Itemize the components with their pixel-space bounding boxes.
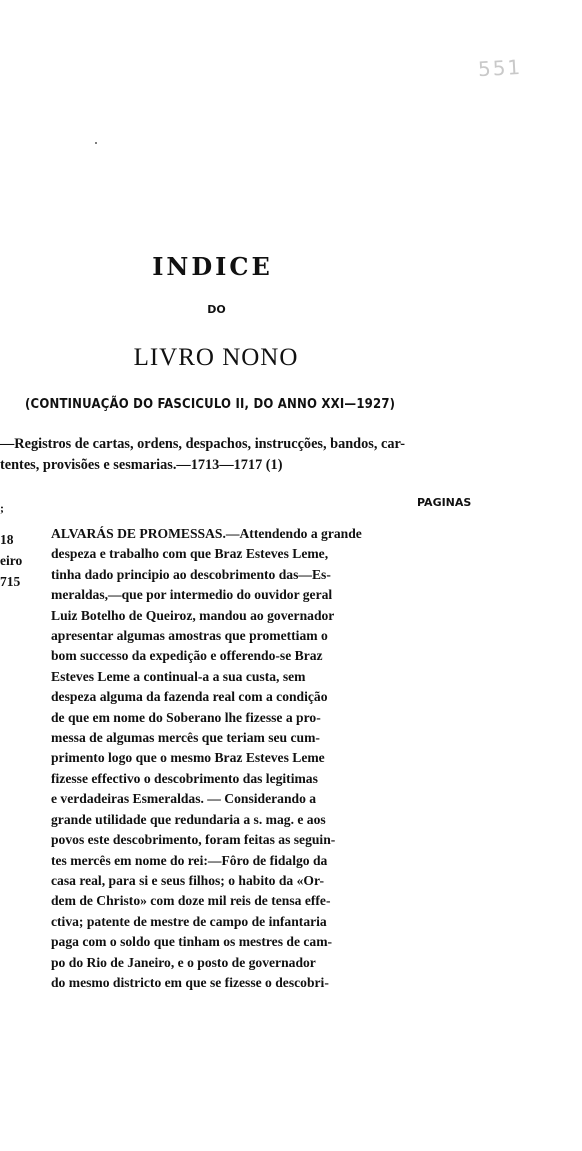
paginas-header: PAGINAS (417, 496, 472, 509)
entry-line: apresentar algumas amostras que promettiam o (51, 628, 328, 644)
margin-date (0, 529, 22, 592)
book-title: LIVRO NONO (133, 344, 299, 371)
date-line: 18 (0, 532, 14, 547)
entry-line: bom successo da expedição e offerendo-se Braz (51, 648, 323, 664)
entry-line: Luiz Botelho de Queiroz, mandou ao governador (51, 607, 335, 623)
entry-line: messa de algumas mercês que teriam seu cum- (51, 730, 320, 746)
entry-line: meraldas,—que por intermedio do ouvidor geral (51, 587, 333, 603)
entry-line: povos este descobrimento, foram feitas as seguin- (51, 832, 336, 848)
entry-line: despeza e trabalho com que Braz Esteves Leme, (51, 546, 329, 562)
date-line: eiro (0, 553, 23, 568)
entry-line: de que em nome do Soberano lhe fizesse a pro- (51, 709, 321, 725)
margin-mark: ; (0, 501, 4, 515)
ink-speck (95, 142, 97, 144)
entry-line: ctiva; patente de mestre de campo de infantaria (51, 913, 327, 929)
date-line: 715 (0, 574, 21, 589)
page-number-stamp: 551 (477, 54, 523, 82)
entry-line: primento logo que o mesmo Braz Esteves Leme (51, 750, 325, 766)
entry-line: tes mercês em nome do rei:—Fôro de fidalgo da (51, 852, 328, 868)
entry-line: Esteves Leme a continual-a a sua custa, sem (51, 668, 306, 684)
entry-line: e verdadeiras Esmeraldas. — Considerando a (51, 791, 317, 807)
intro-paragraph (0, 434, 405, 476)
entry-line: dem de Christo» com doze mil reis de tensa effe- (51, 893, 331, 909)
entry-line: casa real, para si e seus filhos; o habito da «Or- (51, 872, 325, 888)
entry-line: fizesse effectivo o descobrimento das legitimas (51, 770, 318, 786)
intro-line: tentes, provisões e sesmarias.—1713—1717 (1) (0, 457, 283, 473)
entry-paragraph (51, 524, 362, 993)
index-connector: DO (207, 303, 226, 316)
entry-line: tinha dado principio ao descobrimento das—Es- (51, 566, 331, 582)
continuation-note: (CONTINUAÇÃO DO FASCICULO II, DO ANNO XXI—1927) (25, 397, 396, 412)
entry-line: po do Rio de Janeiro, e o posto de governador (51, 954, 316, 970)
entry-line: paga com o soldo que tinham os mestres de cam- (51, 934, 333, 950)
entry-line: despeza alguma da fazenda real com a condição (51, 689, 328, 705)
entry-line: ALVARÁS DE PROMESSAS.—Attendendo a grande (51, 526, 362, 541)
entry-line: grande utilidade que redundaria a s. mag. e aos (51, 811, 326, 827)
intro-line: —Registros de cartas, ordens, despachos, instrucções, bandos, car- (0, 436, 406, 452)
index-title: INDICE (152, 252, 273, 281)
entry-line: do mesmo districto em que se fizesse o descobri- (51, 974, 329, 990)
